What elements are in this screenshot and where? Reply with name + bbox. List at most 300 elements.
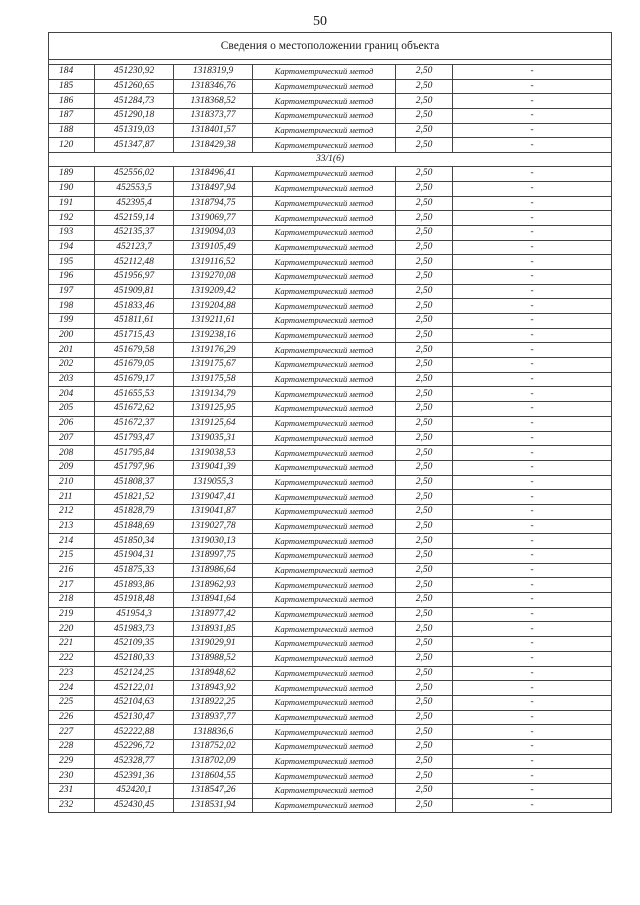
- point-number-cell: 221: [49, 637, 95, 652]
- x-coordinate-cell: 451715,43: [95, 328, 174, 343]
- y-coordinate-cell: 1318531,94: [174, 798, 253, 813]
- y-coordinate-cell: 1318346,76: [174, 79, 253, 94]
- x-coordinate-cell: 451290,18: [95, 109, 174, 124]
- description-cell: -: [453, 637, 612, 652]
- y-coordinate-cell: 1319116,52: [174, 255, 253, 270]
- description-cell: -: [453, 94, 612, 109]
- point-number-cell: 218: [49, 593, 95, 608]
- method-cell: Картометрический метод: [253, 651, 396, 666]
- description-cell: -: [453, 460, 612, 475]
- description-cell: -: [453, 343, 612, 358]
- method-cell: Картометрический метод: [253, 534, 396, 549]
- x-coordinate-cell: 451679,05: [95, 358, 174, 373]
- description-cell: -: [453, 784, 612, 799]
- method-cell: Картометрический метод: [253, 695, 396, 710]
- description-cell: -: [453, 402, 612, 417]
- y-coordinate-cell: 1318752,02: [174, 739, 253, 754]
- table-row: [49, 651, 612, 666]
- method-cell: Картометрический метод: [253, 343, 396, 358]
- x-coordinate-cell: 451260,65: [95, 79, 174, 94]
- x-coordinate-cell: 451679,58: [95, 343, 174, 358]
- method-cell: Картометрический метод: [253, 402, 396, 417]
- method-cell: Картометрический метод: [253, 314, 396, 329]
- y-coordinate-cell: 1318373,77: [174, 109, 253, 124]
- point-number-cell: 198: [49, 299, 95, 314]
- method-cell: Картометрический метод: [253, 299, 396, 314]
- point-number-cell: 229: [49, 754, 95, 769]
- accuracy-cell: 2,50: [396, 549, 453, 564]
- description-cell: -: [453, 739, 612, 754]
- table-header-title: Сведения о местоположении границ объекта: [49, 33, 612, 60]
- description-cell: -: [453, 607, 612, 622]
- description-cell: -: [453, 196, 612, 211]
- description-cell: -: [453, 681, 612, 696]
- point-number-cell: 225: [49, 695, 95, 710]
- y-coordinate-cell: 1319211,61: [174, 314, 253, 329]
- x-coordinate-cell: 451850,34: [95, 534, 174, 549]
- point-number-cell: 232: [49, 798, 95, 813]
- description-cell: -: [453, 269, 612, 284]
- accuracy-cell: 2,50: [396, 695, 453, 710]
- y-coordinate-cell: 1319041,39: [174, 460, 253, 475]
- method-cell: Картометрический метод: [253, 65, 396, 80]
- method-cell: Картометрический метод: [253, 519, 396, 534]
- accuracy-cell: 2,50: [396, 490, 453, 505]
- table-row: [49, 710, 612, 725]
- table-row: [49, 372, 612, 387]
- y-coordinate-cell: 1319176,29: [174, 343, 253, 358]
- method-cell: Картометрический метод: [253, 739, 396, 754]
- x-coordinate-cell: 452124,25: [95, 666, 174, 681]
- x-coordinate-cell: 451904,31: [95, 549, 174, 564]
- method-cell: Картометрический метод: [253, 387, 396, 402]
- description-cell: -: [453, 695, 612, 710]
- accuracy-cell: 2,50: [396, 563, 453, 578]
- point-number-cell: 191: [49, 196, 95, 211]
- table-row: [49, 79, 612, 94]
- method-cell: Картометрический метод: [253, 769, 396, 784]
- table-row: [49, 549, 612, 564]
- table-row: [49, 563, 612, 578]
- accuracy-cell: 2,50: [396, 725, 453, 740]
- page-number: 50: [313, 14, 327, 29]
- x-coordinate-cell: 451811,61: [95, 314, 174, 329]
- accuracy-cell: 2,50: [396, 416, 453, 431]
- description-cell: -: [453, 519, 612, 534]
- description-cell: -: [453, 138, 612, 153]
- y-coordinate-cell: 1318497,94: [174, 181, 253, 196]
- method-cell: Картометрический метод: [253, 549, 396, 564]
- point-number-cell: 205: [49, 402, 95, 417]
- table-row: [49, 65, 612, 80]
- y-coordinate-cell: 1318948,62: [174, 666, 253, 681]
- method-cell: Картометрический метод: [253, 94, 396, 109]
- y-coordinate-cell: 1318794,75: [174, 196, 253, 211]
- x-coordinate-cell: 452556,02: [95, 167, 174, 182]
- point-number-cell: 187: [49, 109, 95, 124]
- table-row: [49, 504, 612, 519]
- method-cell: Картометрический метод: [253, 109, 396, 124]
- method-cell: Картометрический метод: [253, 725, 396, 740]
- y-coordinate-cell: 1319270,08: [174, 269, 253, 284]
- y-coordinate-cell: 1318836,6: [174, 725, 253, 740]
- accuracy-cell: 2,50: [396, 681, 453, 696]
- x-coordinate-cell: 451655,53: [95, 387, 174, 402]
- point-number-cell: 226: [49, 710, 95, 725]
- y-coordinate-cell: 1319105,49: [174, 240, 253, 255]
- table-row: [49, 123, 612, 138]
- x-coordinate-cell: 451833,46: [95, 299, 174, 314]
- point-number-cell: 217: [49, 578, 95, 593]
- accuracy-cell: 2,50: [396, 578, 453, 593]
- accuracy-cell: 2,50: [396, 769, 453, 784]
- description-cell: -: [453, 387, 612, 402]
- x-coordinate-cell: 452135,37: [95, 225, 174, 240]
- method-cell: Картометрический метод: [253, 240, 396, 255]
- x-coordinate-cell: 451230,92: [95, 65, 174, 80]
- x-coordinate-cell: 451795,84: [95, 446, 174, 461]
- accuracy-cell: 2,50: [396, 475, 453, 490]
- accuracy-cell: 2,50: [396, 431, 453, 446]
- accuracy-cell: 2,50: [396, 225, 453, 240]
- description-cell: -: [453, 578, 612, 593]
- method-cell: Картометрический метод: [253, 446, 396, 461]
- method-cell: Картометрический метод: [253, 490, 396, 505]
- accuracy-cell: 2,50: [396, 739, 453, 754]
- accuracy-cell: 2,50: [396, 65, 453, 80]
- method-cell: Картометрический метод: [253, 475, 396, 490]
- description-cell: -: [453, 549, 612, 564]
- x-coordinate-cell: 452420,1: [95, 784, 174, 799]
- method-cell: Картометрический метод: [253, 710, 396, 725]
- accuracy-cell: 2,50: [396, 109, 453, 124]
- table-row: [49, 314, 612, 329]
- accuracy-cell: 2,50: [396, 79, 453, 94]
- description-cell: -: [453, 109, 612, 124]
- y-coordinate-cell: 1318997,75: [174, 549, 253, 564]
- x-coordinate-cell: 452112,48: [95, 255, 174, 270]
- x-coordinate-cell: 451319,03: [95, 123, 174, 138]
- description-cell: -: [453, 490, 612, 505]
- x-coordinate-cell: 452123,7: [95, 240, 174, 255]
- method-cell: Картометрический метод: [253, 431, 396, 446]
- x-coordinate-cell: 451679,17: [95, 372, 174, 387]
- method-cell: Картометрический метод: [253, 123, 396, 138]
- method-cell: Картометрический метод: [253, 607, 396, 622]
- point-number-cell: 220: [49, 622, 95, 637]
- y-coordinate-cell: 1319134,79: [174, 387, 253, 402]
- description-cell: -: [453, 798, 612, 813]
- accuracy-cell: 2,50: [396, 240, 453, 255]
- accuracy-cell: 2,50: [396, 651, 453, 666]
- table-row: [49, 695, 612, 710]
- description-cell: -: [453, 65, 612, 80]
- table-row: [49, 607, 612, 622]
- accuracy-cell: 2,50: [396, 666, 453, 681]
- y-coordinate-cell: 1318962,93: [174, 578, 253, 593]
- x-coordinate-cell: 452328,77: [95, 754, 174, 769]
- description-cell: -: [453, 651, 612, 666]
- accuracy-cell: 2,50: [396, 593, 453, 608]
- accuracy-cell: 2,50: [396, 328, 453, 343]
- point-number-cell: 190: [49, 181, 95, 196]
- point-number-cell: 230: [49, 769, 95, 784]
- point-number-cell: 219: [49, 607, 95, 622]
- table-row: [49, 109, 612, 124]
- table-row: [49, 269, 612, 284]
- y-coordinate-cell: 1319094,03: [174, 225, 253, 240]
- description-cell: -: [453, 710, 612, 725]
- accuracy-cell: 2,50: [396, 607, 453, 622]
- table-row: [49, 196, 612, 211]
- point-number-cell: 208: [49, 446, 95, 461]
- y-coordinate-cell: 1318319,9: [174, 65, 253, 80]
- description-cell: -: [453, 167, 612, 182]
- table-row: [49, 431, 612, 446]
- method-cell: Картометрический метод: [253, 563, 396, 578]
- table-row: [49, 387, 612, 402]
- table-row: [49, 754, 612, 769]
- method-cell: Картометрический метод: [253, 138, 396, 153]
- description-cell: -: [453, 563, 612, 578]
- y-coordinate-cell: 1318943,92: [174, 681, 253, 696]
- description-cell: -: [453, 534, 612, 549]
- point-number-cell: 199: [49, 314, 95, 329]
- point-number-cell: 215: [49, 549, 95, 564]
- accuracy-cell: 2,50: [396, 534, 453, 549]
- table-row: [49, 666, 612, 681]
- point-number-cell: 193: [49, 225, 95, 240]
- y-coordinate-cell: 1318401,57: [174, 123, 253, 138]
- accuracy-cell: 2,50: [396, 622, 453, 637]
- y-coordinate-cell: 1319030,13: [174, 534, 253, 549]
- table-row: [49, 534, 612, 549]
- point-number-cell: 195: [49, 255, 95, 270]
- x-coordinate-cell: 451808,37: [95, 475, 174, 490]
- table-row: [49, 475, 612, 490]
- table-row: [49, 593, 612, 608]
- table-row: [49, 225, 612, 240]
- point-number-cell: 184: [49, 65, 95, 80]
- point-number-cell: 197: [49, 284, 95, 299]
- x-coordinate-cell: 452296,72: [95, 739, 174, 754]
- description-cell: -: [453, 593, 612, 608]
- point-number-cell: 192: [49, 211, 95, 226]
- point-number-cell: 231: [49, 784, 95, 799]
- accuracy-cell: 2,50: [396, 299, 453, 314]
- method-cell: Картометрический метод: [253, 416, 396, 431]
- table-row: [49, 284, 612, 299]
- table-row: [49, 416, 612, 431]
- y-coordinate-cell: 1319209,42: [174, 284, 253, 299]
- method-cell: Картометрический метод: [253, 284, 396, 299]
- table-row: [49, 622, 612, 637]
- x-coordinate-cell: 452109,35: [95, 637, 174, 652]
- accuracy-cell: 2,50: [396, 343, 453, 358]
- point-number-cell: 210: [49, 475, 95, 490]
- accuracy-cell: 2,50: [396, 710, 453, 725]
- method-cell: Картометрический метод: [253, 798, 396, 813]
- description-cell: -: [453, 255, 612, 270]
- x-coordinate-cell: 452159,14: [95, 211, 174, 226]
- x-coordinate-cell: 451828,79: [95, 504, 174, 519]
- method-cell: Картометрический метод: [253, 372, 396, 387]
- y-coordinate-cell: 1318702,09: [174, 754, 253, 769]
- table-row: [49, 94, 612, 109]
- table-row: [49, 681, 612, 696]
- accuracy-cell: 2,50: [396, 784, 453, 799]
- y-coordinate-cell: 1319027,78: [174, 519, 253, 534]
- method-cell: Картометрический метод: [253, 637, 396, 652]
- accuracy-cell: 2,50: [396, 358, 453, 373]
- x-coordinate-cell: 452104,63: [95, 695, 174, 710]
- x-coordinate-cell: 451918,48: [95, 593, 174, 608]
- x-coordinate-cell: 451909,81: [95, 284, 174, 299]
- method-cell: Картометрический метод: [253, 784, 396, 799]
- method-cell: Картометрический метод: [253, 666, 396, 681]
- accuracy-cell: 2,50: [396, 637, 453, 652]
- description-cell: -: [453, 725, 612, 740]
- x-coordinate-cell: 451347,87: [95, 138, 174, 153]
- x-coordinate-cell: 452180,33: [95, 651, 174, 666]
- point-number-cell: 185: [49, 79, 95, 94]
- accuracy-cell: 2,50: [396, 387, 453, 402]
- x-coordinate-cell: 451793,47: [95, 431, 174, 446]
- method-cell: Картометрический метод: [253, 211, 396, 226]
- point-number-cell: 223: [49, 666, 95, 681]
- accuracy-cell: 2,50: [396, 402, 453, 417]
- method-cell: Картометрический метод: [253, 225, 396, 240]
- table-row: [49, 739, 612, 754]
- description-cell: -: [453, 666, 612, 681]
- y-coordinate-cell: 1319125,95: [174, 402, 253, 417]
- accuracy-cell: 2,50: [396, 181, 453, 196]
- x-coordinate-cell: 452122,01: [95, 681, 174, 696]
- description-cell: -: [453, 416, 612, 431]
- description-cell: -: [453, 225, 612, 240]
- table-row: [49, 299, 612, 314]
- table-row: [49, 798, 612, 813]
- x-coordinate-cell: 451284,73: [95, 94, 174, 109]
- x-coordinate-cell: 452130,47: [95, 710, 174, 725]
- point-number-cell: 186: [49, 94, 95, 109]
- table-row: [49, 637, 612, 652]
- accuracy-cell: 2,50: [396, 138, 453, 153]
- description-cell: -: [453, 446, 612, 461]
- description-cell: -: [453, 123, 612, 138]
- method-cell: Картометрический метод: [253, 196, 396, 211]
- description-cell: -: [453, 328, 612, 343]
- method-cell: Картометрический метод: [253, 622, 396, 637]
- point-number-cell: 196: [49, 269, 95, 284]
- table-row: [49, 490, 612, 505]
- accuracy-cell: 2,50: [396, 519, 453, 534]
- y-coordinate-cell: 1318931,85: [174, 622, 253, 637]
- method-cell: Картометрический метод: [253, 269, 396, 284]
- point-number-cell: 207: [49, 431, 95, 446]
- method-cell: Картометрический метод: [253, 578, 396, 593]
- x-coordinate-cell: 451954,3: [95, 607, 174, 622]
- accuracy-cell: 2,50: [396, 504, 453, 519]
- accuracy-cell: 2,50: [396, 211, 453, 226]
- y-coordinate-cell: 1318988,52: [174, 651, 253, 666]
- y-coordinate-cell: 1318429,38: [174, 138, 253, 153]
- description-cell: -: [453, 504, 612, 519]
- point-number-cell: 200: [49, 328, 95, 343]
- method-cell: Картометрический метод: [253, 79, 396, 94]
- table-row: [49, 240, 612, 255]
- point-number-cell: 222: [49, 651, 95, 666]
- x-coordinate-cell: 451821,52: [95, 490, 174, 505]
- point-number-cell: 228: [49, 739, 95, 754]
- description-cell: -: [453, 211, 612, 226]
- table-row: [49, 167, 612, 182]
- y-coordinate-cell: 1318547,26: [174, 784, 253, 799]
- x-coordinate-cell: 451672,62: [95, 402, 174, 417]
- table-row: [49, 343, 612, 358]
- point-number-cell: 120: [49, 138, 95, 153]
- x-coordinate-cell: 451956,97: [95, 269, 174, 284]
- description-cell: -: [453, 475, 612, 490]
- x-coordinate-cell: 452395,4: [95, 196, 174, 211]
- y-coordinate-cell: 1319175,67: [174, 358, 253, 373]
- description-cell: -: [453, 181, 612, 196]
- y-coordinate-cell: 1318922,25: [174, 695, 253, 710]
- point-number-cell: 188: [49, 123, 95, 138]
- accuracy-cell: 2,50: [396, 255, 453, 270]
- y-coordinate-cell: 1318604,55: [174, 769, 253, 784]
- point-number-cell: 224: [49, 681, 95, 696]
- table-row: [49, 402, 612, 417]
- method-cell: Картометрический метод: [253, 181, 396, 196]
- y-coordinate-cell: 1319047,41: [174, 490, 253, 505]
- method-cell: Картометрический метод: [253, 754, 396, 769]
- description-cell: -: [453, 769, 612, 784]
- accuracy-cell: 2,50: [396, 123, 453, 138]
- y-coordinate-cell: 1319204,88: [174, 299, 253, 314]
- accuracy-cell: 2,50: [396, 754, 453, 769]
- method-cell: Картометрический метод: [253, 167, 396, 182]
- y-coordinate-cell: 1319029,91: [174, 637, 253, 652]
- description-cell: -: [453, 79, 612, 94]
- point-number-cell: 214: [49, 534, 95, 549]
- point-number-cell: 213: [49, 519, 95, 534]
- point-number-cell: 194: [49, 240, 95, 255]
- point-number-cell: 216: [49, 563, 95, 578]
- accuracy-cell: 2,50: [396, 167, 453, 182]
- y-coordinate-cell: 1319041,87: [174, 504, 253, 519]
- table-row: [49, 460, 612, 475]
- table-row: [49, 138, 612, 153]
- x-coordinate-cell: 452222,88: [95, 725, 174, 740]
- table-row: [49, 769, 612, 784]
- point-number-cell: 203: [49, 372, 95, 387]
- table-row: [49, 725, 612, 740]
- accuracy-cell: 2,50: [396, 284, 453, 299]
- x-coordinate-cell: 452553,5: [95, 181, 174, 196]
- method-cell: Картометрический метод: [253, 328, 396, 343]
- accuracy-cell: 2,50: [396, 460, 453, 475]
- boundary-table-sheet: [48, 32, 611, 813]
- description-cell: -: [453, 372, 612, 387]
- y-coordinate-cell: 1319125,64: [174, 416, 253, 431]
- accuracy-cell: 2,50: [396, 798, 453, 813]
- description-cell: -: [453, 284, 612, 299]
- y-coordinate-cell: 1318977,42: [174, 607, 253, 622]
- y-coordinate-cell: 1319038,53: [174, 446, 253, 461]
- table-row: [49, 446, 612, 461]
- description-cell: -: [453, 314, 612, 329]
